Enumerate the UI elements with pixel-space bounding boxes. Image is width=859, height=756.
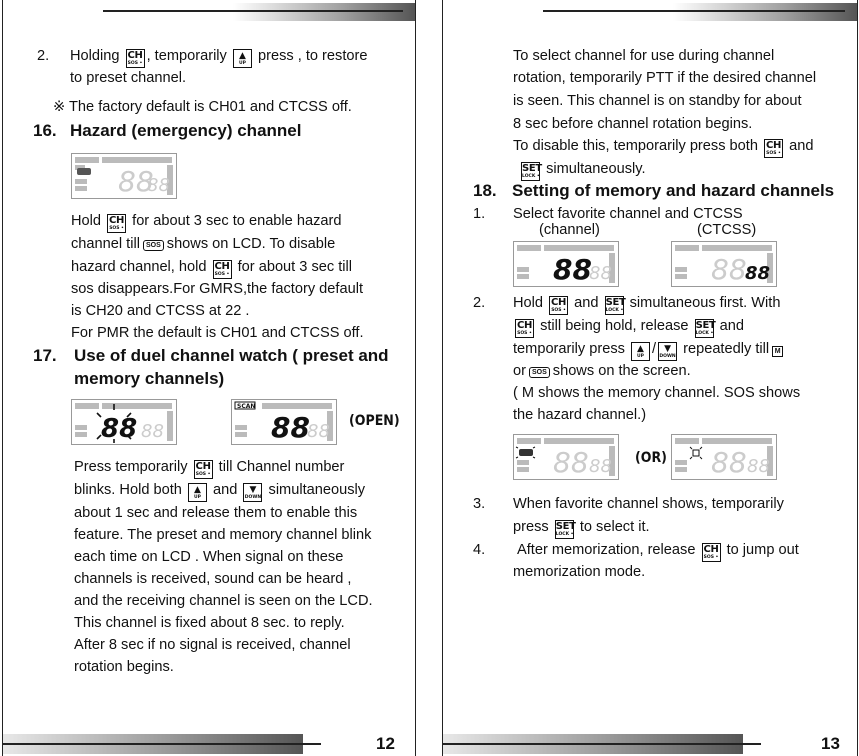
lcd-digits: 88 (271, 411, 310, 444)
page-number: 13 (821, 734, 840, 753)
ch-key-icon: CH SOS • (703, 544, 719, 560)
step2-line5: ( M shows the memory channel. SOS shows (513, 385, 801, 401)
sec17-line10: rotation begins. (74, 659, 174, 675)
intro-line1: To select channel for use during channel (513, 48, 775, 64)
footer-bar (3, 730, 415, 756)
sos-icon: SOS (529, 367, 550, 378)
lcd-digits: 88 (553, 253, 592, 286)
ch-key-icon: CH SOS • (516, 320, 533, 336)
lcd-digits-small: 88 (141, 421, 164, 442)
or-label: (OR) (635, 450, 667, 466)
ch-key-icon: CH SOS • (214, 261, 230, 277)
step-number: 3. (473, 496, 486, 512)
up-key-icon: ▲ UP (188, 483, 207, 502)
sec17-line3: about 1 sec and release them to enable this (74, 505, 358, 521)
lcd-display-sos (71, 153, 177, 199)
lcd-digits: 88 (118, 165, 154, 198)
lcd-digits-small: 88 (745, 263, 771, 284)
lcd-digits: 88 (553, 446, 589, 479)
sec17-line8: This channel is fixed about 8 sec. to reply. (74, 615, 345, 631)
scan-label: SCAN (237, 403, 256, 410)
lcd-digits-small: 88 (147, 175, 170, 196)
step-number: 2. (473, 295, 486, 311)
set-key-icon: SET LOCK • (522, 163, 542, 179)
sec17-line7: and the receiving channel is seen on the LCD. (74, 593, 373, 609)
set-key-icon: SET LOCK • (555, 521, 576, 537)
down-key-icon: ▼ DOWN (659, 344, 676, 359)
factory-note: ※ The factory default is CH01 and CTCSS off. (53, 99, 352, 115)
step2-line2: CH SOS • still being hold, release SET LOCK • and (516, 318, 745, 336)
header-bar (443, 0, 857, 24)
step2-line4: or SOS shows on the screen. (513, 363, 691, 379)
sec17-line1: Press temporarily CH SOS • till Channel number (74, 459, 345, 477)
step2-line1: Hold CH SOS • and SET LOCK • simultaneous first. With (513, 295, 781, 313)
section-18-number: 18. (473, 181, 497, 200)
sec16-line4: sos disappears.For GMRS,the factory default (71, 281, 364, 297)
lcd-digits: 88 (711, 253, 747, 286)
intro-line5: To disable this, temporarily press both CH SOS • and (513, 138, 814, 156)
step2-line6: the hazard channel.) (513, 407, 647, 423)
ch-key-icon: CH SOS • (551, 297, 567, 313)
lcd-digits-small: 88 (589, 263, 612, 284)
lcd-display-blinking (71, 399, 177, 445)
item-number: 2. (37, 48, 50, 64)
set-key-icon: SET LOCK • (605, 297, 626, 313)
ch-key-icon: CH SOS • (127, 50, 143, 66)
section-16-title: Hazard (emergency) channel (70, 121, 302, 140)
sec16-line1: Hold CH SOS • for about 3 sec to enable hazard (71, 213, 342, 231)
lcd-digits: 88 (711, 446, 747, 479)
lcd-display-ctcss (671, 241, 777, 287)
sec16-line5: is CH20 and CTCSS at 22 . (71, 303, 250, 319)
section-17-title: Use of duel channel watch ( preset and (74, 346, 389, 365)
page-13 (442, 0, 858, 756)
sec17-line2: blinks. Hold both ▲ UP and ▼ DOWN simultaneously (74, 482, 366, 500)
lcd-digits-small: 88 (747, 456, 770, 477)
caption-ctcss: (CTCSS) (697, 222, 757, 238)
lcd-display-scan (231, 399, 337, 445)
item2-line1: Holding CH SOS • , temporarily ▲ UP press , to restore (70, 48, 368, 66)
open-label: (OPEN) (349, 413, 400, 429)
up-key-icon: ▲ UP (631, 342, 650, 361)
sec16-line6: For PMR the default is CH01 and CTCSS off. (71, 325, 364, 341)
intro-line2: rotation, temporarily PTT if the desired channel (513, 70, 817, 86)
lcd-display-sos-blink (513, 434, 619, 480)
sec17-line6: channels is received, sound can be heard , (74, 571, 352, 587)
section-17-title-line2: memory channels) (74, 369, 225, 388)
step-number: 4. (473, 542, 486, 558)
sec17-line4: feature. The preset and memory channel blink (74, 527, 372, 543)
step1-line1: Select favorite channel and CTCSS (513, 206, 743, 222)
down-key-icon: ▼ DOWN (244, 485, 262, 500)
section-16-number: 16. (33, 121, 57, 140)
ch-key-icon: CH SOS • (195, 461, 211, 477)
step3-line1: When favorite channel shows, temporarily (513, 496, 784, 512)
lcd-display-channel (513, 241, 619, 287)
ch-key-icon: CH SOS • (765, 140, 782, 156)
set-key-icon: SET LOCK • (695, 320, 716, 336)
memory-m-icon: M (772, 346, 783, 357)
step3-line2: press SET LOCK • to select it. (513, 519, 650, 537)
sos-icon: SOS (143, 240, 164, 251)
page-number: 12 (376, 734, 395, 753)
step2-line3: temporarily press ▲ UP / ▼ DOWN repeatedly till M (513, 338, 786, 361)
intro-line3: is seen. This channel is on standby for about (513, 93, 802, 109)
sec16-line2: channel till SOS shows on LCD. To disable (71, 236, 336, 252)
section-18-title: Setting of memory and hazard channels (512, 181, 835, 200)
header-bar (3, 0, 415, 24)
caption-channel: (channel) (539, 222, 600, 238)
sec17-line9: After 8 sec if no signal is received, channel (74, 637, 351, 653)
lcd-digits-small: 88 (307, 421, 330, 442)
section-17-number: 17. (33, 346, 57, 365)
lcd-digits: 88 (101, 414, 138, 444)
sec17-line5: each time on LCD . When signal on these (74, 549, 344, 565)
footer-bar (443, 730, 857, 756)
lcd-display-memory-blink (671, 434, 777, 480)
lcd-digits-small: 88 (589, 456, 612, 477)
ch-key-icon: CH SOS • (109, 215, 125, 231)
intro-line6: SET LOCK • simultaneously. (522, 161, 646, 179)
intro-line4: 8 sec before channel rotation begins. (513, 116, 753, 132)
step-number: 1. (473, 206, 486, 222)
up-key-icon: ▲ UP (233, 49, 252, 68)
sec16-line3: hazard channel, hold CH SOS • for about 3 sec till (71, 259, 353, 277)
step4-line2: memorization mode. (513, 564, 646, 580)
item2-line2: to preset channel. (70, 70, 187, 86)
step4-line1: After memorization, release CH SOS • to jump out (517, 542, 799, 560)
page-12 (2, 0, 416, 756)
